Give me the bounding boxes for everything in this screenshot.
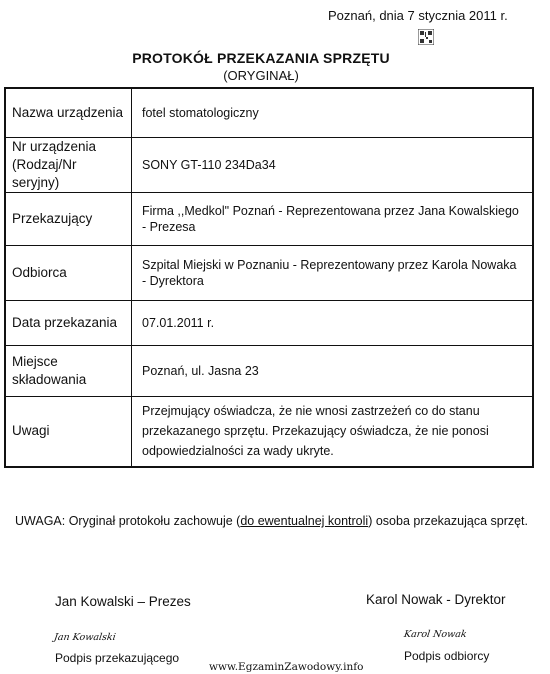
row-label: Uwagi bbox=[5, 396, 132, 467]
transferor-name: Jan Kowalski – Prezes bbox=[55, 594, 191, 609]
watermark: www.EgzaminZawodowy.info bbox=[209, 661, 364, 673]
recipient-signature-caption: Podpis odbiorcy bbox=[404, 649, 490, 663]
document-title: PROTOKÓŁ PRZEKAZANIA SPRZĘTU bbox=[132, 50, 390, 66]
table-row bbox=[5, 137, 533, 192]
row-value: Firma ,,Medkol" Poznań - Reprezentowana przez Jana Kowalskiego - Prezesa bbox=[132, 192, 534, 245]
table-row bbox=[5, 245, 533, 300]
row-label: Przekazujący bbox=[5, 192, 132, 245]
row-label: Data przekazania bbox=[5, 300, 132, 345]
note-after: ) osoba przekazująca sprzęt. bbox=[368, 514, 529, 528]
table-row bbox=[5, 345, 533, 396]
note-before: UWAGA: Oryginał protokołu zachowuje ( bbox=[15, 514, 241, 528]
transferor-signature-caption: Podpis przekazującego bbox=[55, 651, 180, 665]
recipient-name: Karol Nowak - Dyrektor bbox=[366, 592, 506, 607]
row-label: Miejsce składowania bbox=[5, 345, 132, 396]
table-row bbox=[5, 396, 533, 467]
note-underlined: do ewentualnej kontroli bbox=[240, 514, 369, 528]
row-value: 07.01.2011 r. bbox=[132, 300, 534, 345]
row-value: SONY GT-110 234Da34 bbox=[132, 137, 534, 192]
recipient-signature: Karol Nowak bbox=[403, 629, 468, 640]
row-label: Nr urządzenia (Rodzaj/Nr seryjny) bbox=[5, 137, 132, 192]
note-text bbox=[15, 514, 528, 528]
row-value: Przejmujący oświadcza, że nie wnosi zastrzeżeń co do stanu przekazanego sprzętu. Przekazujący oświadcza, że nie ponosi odpowiedzialności za wady ukryte. bbox=[132, 396, 534, 467]
row-label: Nazwa urządzenia bbox=[5, 88, 132, 137]
qr-code-icon bbox=[418, 29, 434, 45]
row-label: Odbiorca bbox=[5, 245, 132, 300]
transferor-signature: Jan Kowalski bbox=[53, 632, 117, 643]
table-row bbox=[5, 88, 533, 137]
row-value: fotel stomatologiczny bbox=[132, 88, 534, 137]
row-value: Szpital Miejski w Poznaniu - Reprezentowany przez Karola Nowaka - Dyrektora bbox=[132, 245, 534, 300]
table-row bbox=[5, 300, 533, 345]
table-row bbox=[5, 192, 533, 245]
document-date: Poznań, dnia 7 stycznia 2011 r. bbox=[328, 8, 508, 23]
document-subtitle: (ORYGINAŁ) bbox=[223, 68, 299, 83]
row-value: Poznań, ul. Jasna 23 bbox=[132, 345, 534, 396]
protocol-table bbox=[4, 87, 534, 468]
